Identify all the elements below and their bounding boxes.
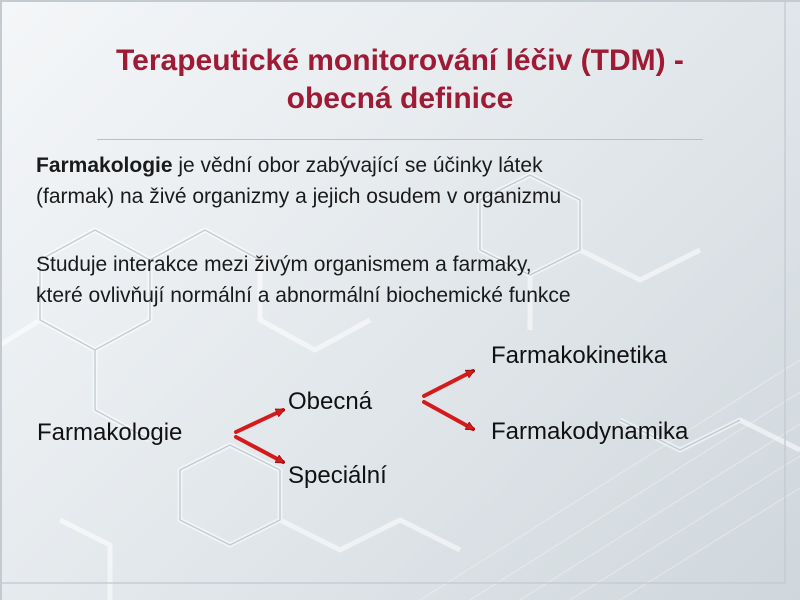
definition-term: Farmakologie xyxy=(36,154,173,177)
diagram-leaf-farmakokinetika: Farmakokinetika xyxy=(491,342,668,369)
arrow-to-obecna xyxy=(236,410,283,432)
diagram-root-farmakologie: Farmakologie xyxy=(37,419,183,446)
slide-title-line-1: Terapeutické monitorování léčiv (TDM) - xyxy=(116,44,684,77)
diagram-leaf-farmakodynamika: Farmakodynamika xyxy=(491,418,689,445)
diagram-branch-obecna: Obecná xyxy=(288,388,373,415)
slide-title-line-2: obecná definice xyxy=(286,82,514,115)
diagram-branch-specialni: Speciální xyxy=(288,462,387,489)
arrow-to-farmakokinetika xyxy=(424,371,473,396)
description-text-line-1: Studuje interakce mezi živým organismem a farmaky, xyxy=(36,253,532,276)
definition-text-line-1: je vědní obor zabývající se účinky látek xyxy=(172,154,543,177)
arrow-to-specialni xyxy=(236,437,283,462)
description-text-line-2: které ovlivňují normální a abnormální biochemické funkce xyxy=(36,284,571,307)
arrow-to-farmakodynamika xyxy=(424,402,473,429)
definition-text-line-2: (farmak) na živé organizmy a jejich osudem v organizmu xyxy=(36,185,562,208)
